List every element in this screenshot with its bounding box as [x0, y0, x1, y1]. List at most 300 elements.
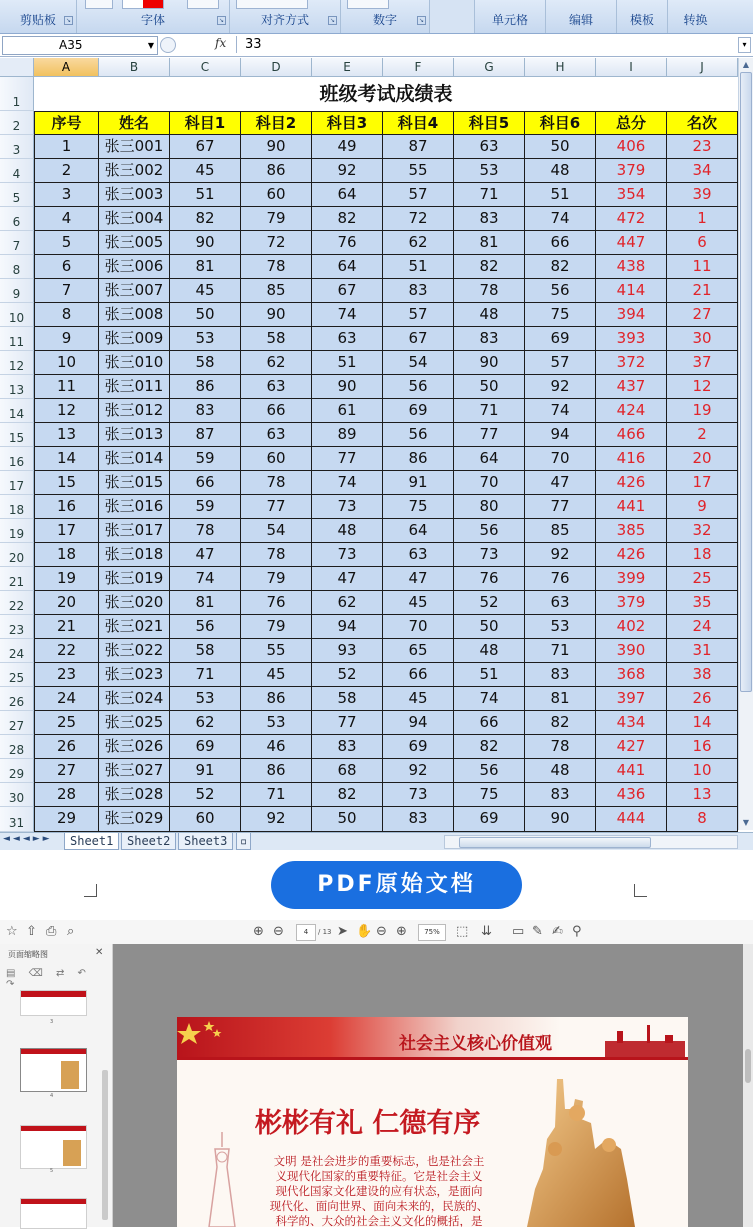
- score-cell[interactable]: 74: [170, 567, 241, 591]
- score-cell[interactable]: 56: [454, 519, 525, 543]
- score-cell[interactable]: 78: [170, 519, 241, 543]
- insert-sheet-icon[interactable]: ▫: [236, 833, 251, 850]
- score-cell[interactable]: 66: [170, 471, 241, 495]
- score-cell[interactable]: 81: [454, 231, 525, 255]
- score-cell[interactable]: 73: [312, 495, 383, 519]
- score-cell[interactable]: 47: [525, 471, 596, 495]
- score-cell[interactable]: 65: [383, 639, 454, 663]
- score-cell[interactable]: 90: [525, 807, 596, 832]
- rank-cell[interactable]: 21: [667, 279, 738, 303]
- total-cell[interactable]: 372: [596, 351, 667, 375]
- score-cell[interactable]: 92: [525, 543, 596, 567]
- stamp-icon[interactable]: ⚲: [572, 924, 582, 939]
- score-cell[interactable]: 87: [383, 135, 454, 159]
- rank-cell[interactable]: 24: [667, 615, 738, 639]
- score-cell[interactable]: 56: [525, 279, 596, 303]
- column-header-e[interactable]: E: [312, 58, 383, 77]
- score-cell[interactable]: 81: [170, 591, 241, 615]
- score-cell[interactable]: 62: [312, 591, 383, 615]
- score-cell[interactable]: 79: [241, 615, 312, 639]
- score-cell[interactable]: 58: [312, 687, 383, 711]
- rank-cell[interactable]: 14: [667, 711, 738, 735]
- row-header[interactable]: [0, 759, 34, 783]
- score-cell[interactable]: 56: [170, 615, 241, 639]
- score-cell[interactable]: 66: [383, 663, 454, 687]
- score-cell[interactable]: 91: [170, 759, 241, 783]
- total-cell[interactable]: 441: [596, 495, 667, 519]
- total-cell[interactable]: 402: [596, 615, 667, 639]
- thumbnail-scrollbar[interactable]: [102, 1070, 108, 1220]
- header-cell[interactable]: 科目4: [383, 111, 454, 135]
- score-cell[interactable]: 63: [525, 591, 596, 615]
- total-cell[interactable]: 385: [596, 519, 667, 543]
- name-cell[interactable]: 张三014: [99, 447, 170, 471]
- header-cell[interactable]: 总分: [596, 111, 667, 135]
- score-cell[interactable]: 52: [454, 591, 525, 615]
- rank-cell[interactable]: 12: [667, 375, 738, 399]
- name-cell[interactable]: 张三010: [99, 351, 170, 375]
- score-cell[interactable]: 82: [454, 735, 525, 759]
- score-cell[interactable]: 21: [34, 615, 99, 639]
- row-header[interactable]: [0, 399, 34, 423]
- row-header[interactable]: [0, 687, 34, 711]
- score-cell[interactable]: 69: [454, 807, 525, 832]
- row-header[interactable]: [0, 735, 34, 759]
- expand-formula-icon[interactable]: ▾: [738, 37, 751, 53]
- borders-button[interactable]: [85, 0, 113, 9]
- name-cell[interactable]: 张三001: [99, 135, 170, 159]
- total-cell[interactable]: 399: [596, 567, 667, 591]
- total-cell[interactable]: 414: [596, 279, 667, 303]
- score-cell[interactable]: 83: [454, 327, 525, 351]
- score-cell[interactable]: 66: [525, 231, 596, 255]
- score-cell[interactable]: 83: [383, 807, 454, 832]
- sign-icon[interactable]: ✍: [552, 924, 563, 939]
- column-header-h[interactable]: H: [525, 58, 596, 77]
- header-cell[interactable]: 科目3: [312, 111, 383, 135]
- tab-sheet3[interactable]: Sheet3: [178, 833, 233, 850]
- row-header[interactable]: [0, 711, 34, 735]
- rank-cell[interactable]: 26: [667, 687, 738, 711]
- scroll-mode-icon[interactable]: ⇊: [481, 924, 492, 939]
- rank-cell[interactable]: 20: [667, 447, 738, 471]
- score-cell[interactable]: 78: [525, 735, 596, 759]
- score-cell[interactable]: 1: [34, 135, 99, 159]
- name-cell[interactable]: 张三006: [99, 255, 170, 279]
- name-cell[interactable]: 张三008: [99, 303, 170, 327]
- total-cell[interactable]: 416: [596, 447, 667, 471]
- name-cell[interactable]: 张三017: [99, 519, 170, 543]
- column-header-f[interactable]: F: [383, 58, 454, 77]
- thumbnail-page-4[interactable]: [20, 1048, 87, 1092]
- document-scrollbar[interactable]: [743, 944, 753, 1227]
- name-cell[interactable]: 张三026: [99, 735, 170, 759]
- score-cell[interactable]: 52: [170, 783, 241, 807]
- score-cell[interactable]: 75: [454, 783, 525, 807]
- score-cell[interactable]: 53: [241, 711, 312, 735]
- score-cell[interactable]: 70: [454, 471, 525, 495]
- score-cell[interactable]: 77: [241, 495, 312, 519]
- column-header-j[interactable]: J: [667, 58, 738, 77]
- row-header[interactable]: [0, 255, 34, 279]
- score-cell[interactable]: 83: [383, 279, 454, 303]
- name-cell[interactable]: 张三022: [99, 639, 170, 663]
- score-cell[interactable]: 74: [312, 303, 383, 327]
- thumbnail-tools-icon[interactable]: ▤ ⌫ ⇄ ↶ ↷: [6, 968, 91, 990]
- rank-cell[interactable]: 6: [667, 231, 738, 255]
- score-cell[interactable]: 50: [170, 303, 241, 327]
- rank-cell[interactable]: 10: [667, 759, 738, 783]
- select-all-corner[interactable]: [0, 58, 34, 77]
- score-cell[interactable]: 68: [312, 759, 383, 783]
- score-cell[interactable]: 90: [312, 375, 383, 399]
- ribbon-group-convert[interactable]: [668, 0, 723, 33]
- scroll-thumb[interactable]: [740, 72, 752, 692]
- tab-sheet2[interactable]: Sheet2: [121, 833, 176, 850]
- score-cell[interactable]: 61: [312, 399, 383, 423]
- score-cell[interactable]: 86: [241, 159, 312, 183]
- score-cell[interactable]: 12: [34, 399, 99, 423]
- header-cell[interactable]: 科目5: [454, 111, 525, 135]
- row-header[interactable]: [0, 327, 34, 351]
- column-header-a[interactable]: A: [34, 58, 99, 77]
- score-cell[interactable]: 92: [241, 807, 312, 832]
- row-header[interactable]: [0, 543, 34, 567]
- score-cell[interactable]: 47: [170, 543, 241, 567]
- score-cell[interactable]: 63: [383, 543, 454, 567]
- score-cell[interactable]: 45: [383, 591, 454, 615]
- ribbon-group-cells[interactable]: [475, 0, 546, 33]
- score-cell[interactable]: 82: [312, 783, 383, 807]
- score-cell[interactable]: 90: [241, 303, 312, 327]
- name-cell[interactable]: 张三027: [99, 759, 170, 783]
- ribbon-group-font[interactable]: [77, 0, 230, 33]
- score-cell[interactable]: 63: [454, 135, 525, 159]
- score-cell[interactable]: 22: [34, 639, 99, 663]
- column-header-c[interactable]: C: [170, 58, 241, 77]
- row-header[interactable]: [0, 77, 34, 111]
- highlight-icon[interactable]: ✎: [532, 924, 543, 939]
- row-header[interactable]: [0, 279, 34, 303]
- name-cell[interactable]: 张三011: [99, 375, 170, 399]
- score-cell[interactable]: 53: [454, 159, 525, 183]
- sheet-title[interactable]: 班级考试成绩表: [34, 77, 738, 111]
- dialog-launcher-icon[interactable]: ↘: [218, 17, 225, 24]
- dialog-launcher-icon[interactable]: ↘: [65, 17, 72, 24]
- score-cell[interactable]: 57: [383, 303, 454, 327]
- score-cell[interactable]: 69: [383, 399, 454, 423]
- rank-cell[interactable]: 38: [667, 663, 738, 687]
- ribbon-group-styles[interactable]: [430, 0, 475, 33]
- zoom-select[interactable]: 75%: [418, 924, 446, 941]
- score-cell[interactable]: 74: [312, 471, 383, 495]
- score-cell[interactable]: 67: [170, 135, 241, 159]
- name-cell[interactable]: 张三025: [99, 711, 170, 735]
- score-cell[interactable]: 6: [34, 255, 99, 279]
- total-cell[interactable]: 438: [596, 255, 667, 279]
- score-cell[interactable]: 66: [454, 711, 525, 735]
- score-cell[interactable]: 19: [34, 567, 99, 591]
- score-cell[interactable]: 78: [241, 255, 312, 279]
- rank-cell[interactable]: 16: [667, 735, 738, 759]
- row-header[interactable]: [0, 207, 34, 231]
- score-cell[interactable]: 78: [241, 543, 312, 567]
- name-cell[interactable]: 张三003: [99, 183, 170, 207]
- column-header-d[interactable]: D: [241, 58, 312, 77]
- rank-cell[interactable]: 17: [667, 471, 738, 495]
- column-header-i[interactable]: I: [596, 58, 667, 77]
- zoom-out-icon[interactable]: ⊖: [376, 924, 387, 939]
- horizontal-scroll-thumb[interactable]: [459, 837, 651, 848]
- row-header[interactable]: [0, 615, 34, 639]
- rank-cell[interactable]: 23: [667, 135, 738, 159]
- score-cell[interactable]: 64: [312, 183, 383, 207]
- score-cell[interactable]: 83: [170, 399, 241, 423]
- vertical-scrollbar[interactable]: [738, 58, 753, 830]
- score-cell[interactable]: 23: [34, 663, 99, 687]
- score-cell[interactable]: 15: [34, 471, 99, 495]
- rank-cell[interactable]: 2: [667, 423, 738, 447]
- score-cell[interactable]: 13: [34, 423, 99, 447]
- header-cell[interactable]: 姓名: [99, 111, 170, 135]
- rank-cell[interactable]: 18: [667, 543, 738, 567]
- score-cell[interactable]: 45: [241, 663, 312, 687]
- score-cell[interactable]: 71: [525, 639, 596, 663]
- row-header[interactable]: [0, 783, 34, 807]
- score-cell[interactable]: 86: [241, 687, 312, 711]
- fill-color-button[interactable]: [122, 0, 164, 9]
- score-cell[interactable]: 76: [525, 567, 596, 591]
- score-cell[interactable]: 83: [454, 207, 525, 231]
- score-cell[interactable]: 51: [383, 255, 454, 279]
- header-cell[interactable]: 序号: [34, 111, 99, 135]
- rank-cell[interactable]: 8: [667, 807, 738, 832]
- row-header[interactable]: [0, 567, 34, 591]
- name-box[interactable]: [2, 36, 158, 55]
- rank-cell[interactable]: 34: [667, 159, 738, 183]
- upload-icon[interactable]: ⇧: [26, 924, 37, 939]
- row-header[interactable]: [0, 663, 34, 687]
- score-cell[interactable]: 74: [525, 399, 596, 423]
- score-cell[interactable]: 48: [525, 759, 596, 783]
- align-button[interactable]: [236, 0, 308, 9]
- score-cell[interactable]: 58: [241, 327, 312, 351]
- score-cell[interactable]: 47: [312, 567, 383, 591]
- score-cell[interactable]: 50: [312, 807, 383, 832]
- score-cell[interactable]: 90: [454, 351, 525, 375]
- header-cell[interactable]: 名次: [667, 111, 738, 135]
- rank-cell[interactable]: 32: [667, 519, 738, 543]
- score-cell[interactable]: 25: [34, 711, 99, 735]
- score-cell[interactable]: 62: [383, 231, 454, 255]
- score-cell[interactable]: 53: [170, 327, 241, 351]
- name-cell[interactable]: 张三020: [99, 591, 170, 615]
- ribbon-group-template[interactable]: [617, 0, 668, 33]
- score-cell[interactable]: 52: [312, 663, 383, 687]
- score-cell[interactable]: 72: [383, 207, 454, 231]
- score-cell[interactable]: 63: [241, 375, 312, 399]
- total-cell[interactable]: 406: [596, 135, 667, 159]
- score-cell[interactable]: 85: [525, 519, 596, 543]
- score-cell[interactable]: 63: [312, 327, 383, 351]
- score-cell[interactable]: 51: [525, 183, 596, 207]
- total-cell[interactable]: 354: [596, 183, 667, 207]
- score-cell[interactable]: 92: [525, 375, 596, 399]
- score-cell[interactable]: 89: [312, 423, 383, 447]
- rank-cell[interactable]: 19: [667, 399, 738, 423]
- score-cell[interactable]: 50: [454, 615, 525, 639]
- score-cell[interactable]: 50: [525, 135, 596, 159]
- score-cell[interactable]: 49: [312, 135, 383, 159]
- score-cell[interactable]: 59: [170, 447, 241, 471]
- total-cell[interactable]: 368: [596, 663, 667, 687]
- score-cell[interactable]: 77: [454, 423, 525, 447]
- formula-input[interactable]: 33: [236, 36, 745, 53]
- score-cell[interactable]: 53: [525, 615, 596, 639]
- score-cell[interactable]: 73: [312, 543, 383, 567]
- name-cell[interactable]: 张三018: [99, 543, 170, 567]
- select-cursor-icon[interactable]: ➤: [337, 924, 348, 939]
- score-cell[interactable]: 86: [241, 759, 312, 783]
- score-cell[interactable]: 79: [241, 567, 312, 591]
- score-cell[interactable]: 82: [454, 255, 525, 279]
- score-cell[interactable]: 57: [525, 351, 596, 375]
- row-header[interactable]: [0, 639, 34, 663]
- row-header[interactable]: [0, 519, 34, 543]
- score-cell[interactable]: 82: [312, 207, 383, 231]
- score-cell[interactable]: 53: [170, 687, 241, 711]
- ribbon-group-editing[interactable]: [546, 0, 617, 33]
- score-cell[interactable]: 55: [383, 159, 454, 183]
- name-cell[interactable]: 张三024: [99, 687, 170, 711]
- score-cell[interactable]: 3: [34, 183, 99, 207]
- total-cell[interactable]: 379: [596, 159, 667, 183]
- score-cell[interactable]: 72: [241, 231, 312, 255]
- row-header[interactable]: [0, 471, 34, 495]
- total-cell[interactable]: 379: [596, 591, 667, 615]
- score-cell[interactable]: 90: [241, 135, 312, 159]
- score-cell[interactable]: 76: [454, 567, 525, 591]
- score-cell[interactable]: 79: [241, 207, 312, 231]
- score-cell[interactable]: 86: [170, 375, 241, 399]
- name-cell[interactable]: 张三028: [99, 783, 170, 807]
- score-cell[interactable]: 75: [525, 303, 596, 327]
- name-cell[interactable]: 张三016: [99, 495, 170, 519]
- score-cell[interactable]: 69: [170, 735, 241, 759]
- name-cell[interactable]: 张三004: [99, 207, 170, 231]
- total-cell[interactable]: 472: [596, 207, 667, 231]
- score-cell[interactable]: 70: [383, 615, 454, 639]
- score-cell[interactable]: 48: [454, 303, 525, 327]
- horizontal-scrollbar[interactable]: [444, 835, 738, 849]
- score-cell[interactable]: 71: [170, 663, 241, 687]
- row-header[interactable]: [0, 231, 34, 255]
- print-icon[interactable]: ⎙: [46, 924, 57, 939]
- score-cell[interactable]: 60: [241, 183, 312, 207]
- row-header[interactable]: [0, 807, 34, 832]
- score-cell[interactable]: 20: [34, 591, 99, 615]
- score-cell[interactable]: 92: [383, 759, 454, 783]
- score-cell[interactable]: 18: [34, 543, 99, 567]
- score-cell[interactable]: 71: [454, 399, 525, 423]
- total-cell[interactable]: 427: [596, 735, 667, 759]
- score-cell[interactable]: 51: [170, 183, 241, 207]
- score-cell[interactable]: 62: [241, 351, 312, 375]
- score-cell[interactable]: 54: [383, 351, 454, 375]
- total-cell[interactable]: 394: [596, 303, 667, 327]
- scroll-up-icon[interactable]: ▲: [742, 60, 750, 69]
- total-cell[interactable]: 424: [596, 399, 667, 423]
- score-cell[interactable]: 85: [241, 279, 312, 303]
- score-cell[interactable]: 55: [241, 639, 312, 663]
- row-header[interactable]: [0, 447, 34, 471]
- score-cell[interactable]: 78: [241, 471, 312, 495]
- sheet-nav-arrows-icon[interactable]: ◄◄◄►►: [3, 834, 53, 844]
- total-cell[interactable]: 444: [596, 807, 667, 832]
- score-cell[interactable]: 5: [34, 231, 99, 255]
- score-cell[interactable]: 14: [34, 447, 99, 471]
- score-cell[interactable]: 83: [525, 663, 596, 687]
- score-cell[interactable]: 48: [312, 519, 383, 543]
- scroll-down-icon[interactable]: ▼: [742, 818, 750, 827]
- score-cell[interactable]: 75: [383, 495, 454, 519]
- score-cell[interactable]: 7: [34, 279, 99, 303]
- row-header[interactable]: [0, 159, 34, 183]
- bookmark-star-icon[interactable]: ☆: [6, 924, 18, 939]
- name-cell[interactable]: 张三015: [99, 471, 170, 495]
- score-cell[interactable]: 29: [34, 807, 99, 832]
- score-cell[interactable]: 77: [525, 495, 596, 519]
- thumbnail-page-3[interactable]: [20, 990, 87, 1016]
- name-cell[interactable]: 张三029: [99, 807, 170, 832]
- score-cell[interactable]: 83: [312, 735, 383, 759]
- score-cell[interactable]: 60: [170, 807, 241, 832]
- score-cell[interactable]: 26: [34, 735, 99, 759]
- score-cell[interactable]: 92: [312, 159, 383, 183]
- score-cell[interactable]: 51: [454, 663, 525, 687]
- row-header[interactable]: [0, 111, 34, 135]
- score-cell[interactable]: 70: [525, 447, 596, 471]
- total-cell[interactable]: 437: [596, 375, 667, 399]
- row-header[interactable]: [0, 303, 34, 327]
- score-cell[interactable]: 66: [241, 399, 312, 423]
- score-cell[interactable]: 76: [241, 591, 312, 615]
- thumbnail-page-6[interactable]: [20, 1198, 87, 1229]
- score-cell[interactable]: 67: [383, 327, 454, 351]
- score-cell[interactable]: 78: [454, 279, 525, 303]
- header-cell[interactable]: 科目6: [525, 111, 596, 135]
- row-header[interactable]: [0, 591, 34, 615]
- total-cell[interactable]: 441: [596, 759, 667, 783]
- total-cell[interactable]: 436: [596, 783, 667, 807]
- total-cell[interactable]: 390: [596, 639, 667, 663]
- score-cell[interactable]: 77: [312, 711, 383, 735]
- score-cell[interactable]: 28: [34, 783, 99, 807]
- row-header[interactable]: [0, 351, 34, 375]
- score-cell[interactable]: 80: [454, 495, 525, 519]
- total-cell[interactable]: 466: [596, 423, 667, 447]
- header-cell[interactable]: 科目2: [241, 111, 312, 135]
- score-cell[interactable]: 16: [34, 495, 99, 519]
- rank-cell[interactable]: 27: [667, 303, 738, 327]
- score-cell[interactable]: 94: [525, 423, 596, 447]
- score-cell[interactable]: 47: [383, 567, 454, 591]
- score-cell[interactable]: 73: [383, 783, 454, 807]
- score-cell[interactable]: 82: [525, 255, 596, 279]
- name-cell[interactable]: 张三002: [99, 159, 170, 183]
- score-cell[interactable]: 82: [525, 711, 596, 735]
- total-cell[interactable]: 397: [596, 687, 667, 711]
